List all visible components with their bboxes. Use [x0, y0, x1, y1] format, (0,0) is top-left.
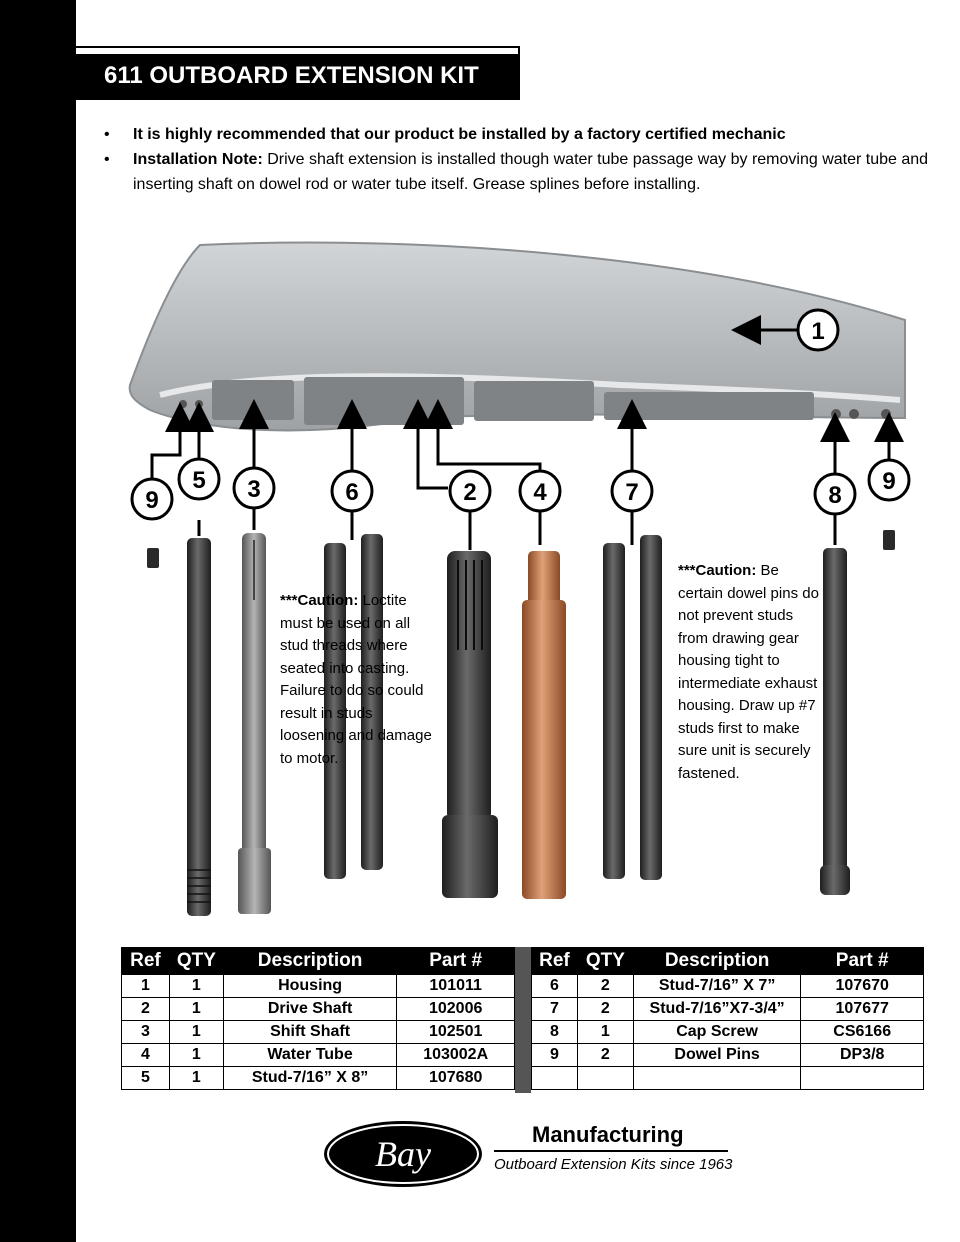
col-ref: Ref	[122, 948, 170, 975]
page-title: 611 OUTBOARD EXTENSION KIT	[62, 54, 520, 98]
ref-cell: 8	[532, 1021, 578, 1044]
description-cell: Stud-7/16” X 7”	[633, 975, 801, 998]
parts-table-right	[531, 947, 924, 1090]
ref-cell: 4	[122, 1044, 170, 1067]
tagline: Outboard Extension Kits since 1963	[494, 1156, 733, 1173]
qty-cell: 1	[169, 1021, 223, 1044]
callout-4	[520, 471, 560, 511]
bullet-dot: •	[104, 151, 110, 168]
callout-drop-lines	[199, 510, 835, 550]
table-row	[122, 1021, 515, 1044]
stud-5	[187, 538, 211, 916]
caution-text: Be certain dowel pins do not prevent studs from drawing gear housing tight to intermediate exhaust housing. Draw up #7 studs first to make sure unit is securely fastened.	[678, 562, 819, 782]
ref-cell: 5	[122, 1067, 170, 1090]
callout-number: 6	[345, 479, 359, 506]
table-row	[532, 1021, 924, 1044]
caution-label: ***Caution:	[280, 592, 359, 609]
table-row	[122, 1067, 515, 1090]
bullet-bold: Installation Note:	[133, 151, 263, 168]
callout-number: 3	[247, 476, 261, 503]
water-tube-4	[522, 551, 566, 899]
callout-7	[612, 471, 652, 511]
caution-text: Loctite must be used on all stud threads where seated into casting. Failure to do so could result in studs loosening and damage to motor.	[280, 592, 432, 767]
callout-number: 1	[811, 318, 825, 345]
ref-cell: 9	[532, 1044, 578, 1067]
description-cell: Water Tube	[223, 1044, 397, 1067]
description-cell: Housing	[223, 975, 397, 998]
part-cell: 107680	[397, 1067, 515, 1090]
cap-screw-8	[820, 548, 850, 895]
part-cell	[801, 1067, 924, 1090]
table-header-row	[122, 948, 515, 975]
ref-cell: 2	[122, 998, 170, 1021]
col-qty: QTY	[577, 948, 633, 975]
qty-cell: 2	[577, 1044, 633, 1067]
caution-loctite	[280, 590, 440, 770]
dowel-pin-left	[147, 548, 159, 568]
part-cell: 103002A	[397, 1044, 515, 1067]
callout-number: 9	[145, 487, 159, 514]
bullet-dot: •	[104, 126, 110, 143]
callout-9-left	[132, 479, 172, 519]
part-cell: DP3/8	[801, 1044, 924, 1067]
drive-shaft-2	[442, 551, 498, 898]
ref-cell	[532, 1067, 578, 1090]
table-row	[532, 1067, 924, 1090]
callout-number: 7	[625, 479, 639, 506]
bullet-text: Drive shaft extension is installed though water tube passage way by removing water tube and inserting shaft on dowel rod or water tube itself. Grease splines before installing.	[133, 151, 929, 193]
callout-9-right	[869, 460, 909, 500]
parts-table-left	[121, 947, 515, 1090]
callout-number: 4	[533, 479, 547, 506]
qty-cell: 1	[169, 998, 223, 1021]
callout-5	[179, 459, 219, 499]
stud-7	[603, 535, 662, 880]
left-black-bar	[0, 0, 76, 1242]
part-cell: 107677	[801, 998, 924, 1021]
description-cell: Stud-7/16” X 8”	[223, 1067, 397, 1090]
ref-cell: 3	[122, 1021, 170, 1044]
callout-2	[450, 471, 490, 511]
shift-shaft-3	[238, 533, 271, 914]
qty-cell	[577, 1067, 633, 1090]
description-cell: Stud-7/16”X7-3/4”	[633, 998, 801, 1021]
callout-number: 5	[192, 467, 206, 494]
table-row	[532, 1044, 924, 1067]
callout-8	[815, 474, 855, 514]
qty-cell: 1	[577, 1021, 633, 1044]
bullet-installation-note	[104, 147, 934, 197]
col-qty: QTY	[169, 948, 223, 975]
table-header-row	[532, 948, 924, 975]
col-description: Description	[633, 948, 801, 975]
logo-text: Bay	[375, 1134, 431, 1174]
dowel-pin-right	[883, 530, 895, 550]
description-cell: Drive Shaft	[223, 998, 397, 1021]
part-cell: CS6166	[801, 1021, 924, 1044]
callout-number: 9	[882, 468, 896, 495]
col-ref: Ref	[532, 948, 578, 975]
qty-cell: 1	[169, 1067, 223, 1090]
caution-dowel	[678, 560, 824, 785]
brand-underline	[494, 1150, 728, 1152]
bullet-recommendation	[104, 122, 934, 147]
brand-name: Manufacturing	[532, 1122, 684, 1147]
callout-number: 8	[828, 482, 842, 509]
table-row	[122, 1044, 515, 1067]
bay-logo	[321, 1118, 485, 1190]
qty-cell: 1	[169, 975, 223, 998]
housing-casting	[130, 243, 905, 431]
ref-cell: 7	[532, 998, 578, 1021]
description-cell: Cap Screw	[633, 1021, 801, 1044]
part-cell: 107670	[801, 975, 924, 998]
ref-cell: 6	[532, 975, 578, 998]
caution-label: ***Caution:	[678, 562, 757, 579]
part-cell: 102006	[397, 998, 515, 1021]
ref-cell: 1	[122, 975, 170, 998]
table-row	[532, 975, 924, 998]
table-row	[532, 998, 924, 1021]
instructions-list	[104, 122, 934, 197]
bullet-bold: It is highly recommended that our product be installed by a factory certified mechanic	[133, 126, 786, 143]
table-divider	[515, 947, 531, 1093]
part-cell: 101011	[397, 975, 515, 998]
qty-cell: 1	[169, 1044, 223, 1067]
qty-cell: 2	[577, 975, 633, 998]
callout-6	[332, 471, 372, 511]
callout-number: 2	[463, 479, 477, 506]
callout-3	[234, 468, 274, 508]
qty-cell: 2	[577, 998, 633, 1021]
col-part: Part #	[397, 948, 515, 975]
col-description: Description	[223, 948, 397, 975]
description-cell: Dowel Pins	[633, 1044, 801, 1067]
part-cell: 102501	[397, 1021, 515, 1044]
callout-1	[798, 310, 838, 350]
table-row	[122, 998, 515, 1021]
description-cell: Shift Shaft	[223, 1021, 397, 1044]
table-row	[122, 975, 515, 998]
col-part: Part #	[801, 948, 924, 975]
description-cell	[633, 1067, 801, 1090]
